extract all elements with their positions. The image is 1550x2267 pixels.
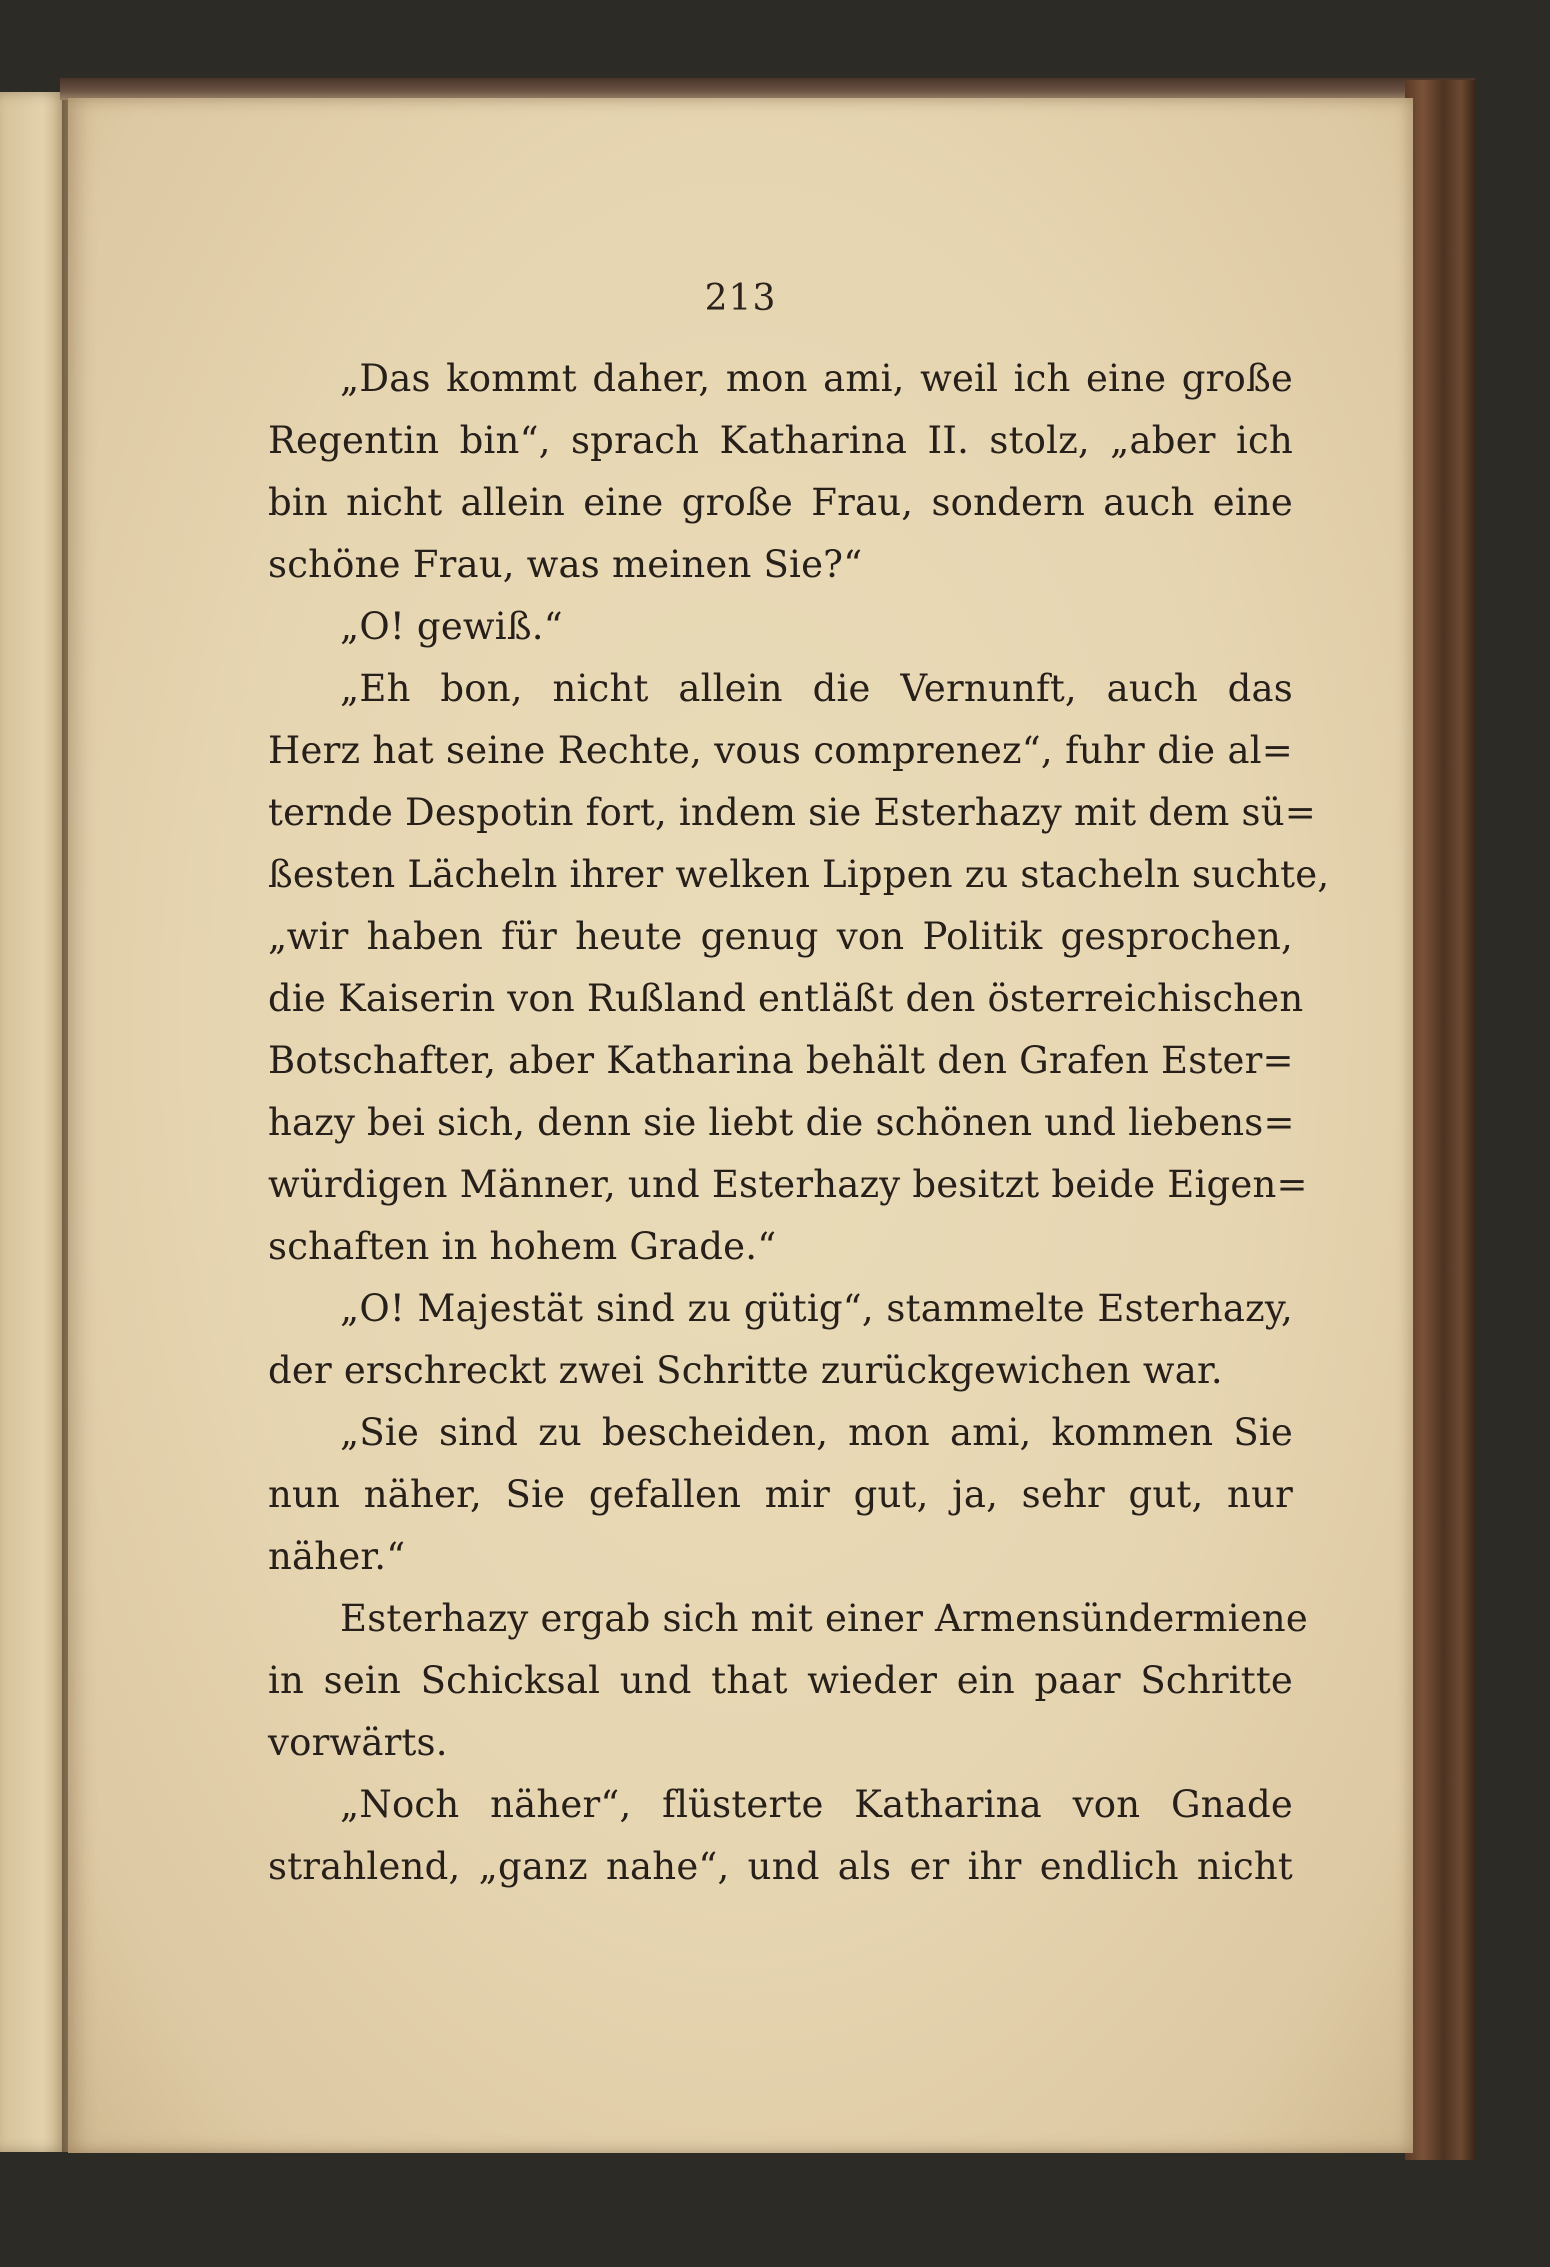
text-line: „wir haben für heute genug von Politik gesprochen, bbox=[268, 915, 1293, 958]
text-line: würdigen Männer, und Esterhazy besitzt beide Eigen= bbox=[268, 1163, 1308, 1206]
book-page bbox=[68, 98, 1413, 2153]
book-cover-top-edge bbox=[60, 78, 1475, 100]
text-line: der erschreckt zwei Schritte zurückgewichen war. bbox=[268, 1349, 1223, 1392]
text-line: „Noch näher“, flüsterte Katharina von Gnade bbox=[340, 1783, 1293, 1826]
text-line: „Sie sind zu bescheiden, mon ami, kommen Sie bbox=[340, 1411, 1293, 1454]
text-line: schöne Frau, was meinen Sie?“ bbox=[268, 543, 863, 586]
body-text bbox=[268, 348, 1330, 1898]
text-line: Regentin bin“, sprach Katharina II. stolz, „aber ich bbox=[268, 419, 1293, 462]
text-line: ßesten Lächeln ihrer welken Lippen zu stacheln suchte, bbox=[268, 853, 1330, 896]
text-line: schaften in hohem Grade.“ bbox=[268, 1225, 777, 1268]
text-line: Herz hat seine Rechte, vous comprenez“, fuhr die al= bbox=[268, 729, 1293, 772]
text-line: vorwärts. bbox=[268, 1721, 448, 1764]
text-line: „Eh bon, nicht allein die Vernunft, auch das bbox=[340, 667, 1293, 710]
text-line: Esterhazy ergab sich mit einer Armensündermiene bbox=[340, 1597, 1308, 1640]
text-line: ternde Despotin fort, indem sie Esterhazy mit dem sü= bbox=[268, 791, 1316, 834]
text-line: die Kaiserin von Rußland entläßt den österreichischen bbox=[268, 977, 1304, 1020]
text-line: näher.“ bbox=[268, 1535, 406, 1578]
text-line: Botschafter, aber Katharina behält den Grafen Ester= bbox=[268, 1039, 1294, 1082]
text-line: strahlend, „ganz nahe“, und als er ihr endlich nicht bbox=[268, 1845, 1293, 1888]
left-page-edge bbox=[0, 92, 70, 2152]
text-line: in sein Schicksal und that wieder ein paar Schritte bbox=[268, 1659, 1293, 1702]
text-line: „O! gewiß.“ bbox=[340, 605, 563, 648]
text-line: „O! Majestät sind zu gütig“, stammelte Esterhazy, bbox=[340, 1287, 1293, 1330]
text-line: nun näher, Sie gefallen mir gut, ja, sehr gut, nur bbox=[268, 1473, 1293, 1516]
text-line: bin nicht allein eine große Frau, sondern auch eine bbox=[268, 481, 1293, 524]
text-line: hazy bei sich, denn sie liebt die schönen und liebens= bbox=[268, 1101, 1295, 1144]
page-number: 213 bbox=[704, 278, 777, 319]
book-cover-right-edge bbox=[1405, 80, 1475, 2160]
text-line: „Das kommt daher, mon ami, weil ich eine große bbox=[340, 357, 1293, 400]
